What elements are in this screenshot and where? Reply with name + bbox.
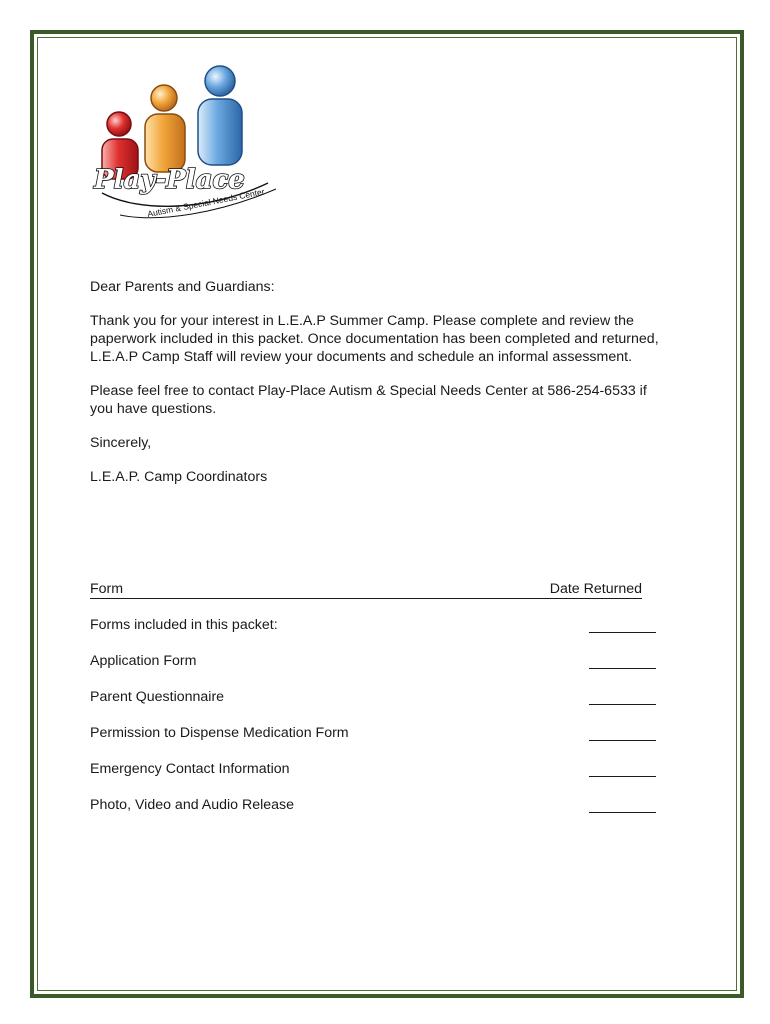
form-row-label: Parent Questionnaire: [90, 689, 225, 705]
form-row: [90, 616, 656, 652]
form-row: [90, 760, 656, 796]
intro-paragraph: Thank you for your interest in L.E.A.P Summer Camp. Please complete and review the paperwork included in this packet. Once documentation has been completed and returned, L.E.A.P Camp Staff will review your documents and schedule an informal assessment.: [90, 313, 659, 365]
form-table-header: [90, 580, 642, 599]
date-returned-blank[interactable]: [589, 812, 656, 813]
closing: Sincerely,: [90, 435, 152, 451]
date-returned-blank[interactable]: [589, 740, 656, 741]
logo-wordmark: Play-Place: [94, 165, 245, 195]
date-returned-blank[interactable]: [589, 704, 656, 705]
form-row-label: Emergency Contact Information: [90, 761, 290, 777]
date-returned-blank[interactable]: [589, 632, 656, 633]
play-place-logo: [90, 63, 280, 225]
form-list: [90, 616, 656, 832]
contact-paragraph: Please feel free to contact Play-Place Autism & Special Needs Center at 586-254-6533 if you have questions.: [90, 383, 647, 417]
logo-tagline: Autism & Special Needs Center: [146, 186, 266, 219]
date-returned-blank[interactable]: [589, 776, 656, 777]
figure-orange-icon: [145, 85, 185, 172]
form-row-label: Forms included in this packet:: [90, 617, 278, 633]
signature: L.E.A.P. Camp Coordinators: [90, 469, 268, 485]
salutation: Dear Parents and Guardians:: [90, 279, 275, 295]
form-row: [90, 652, 656, 688]
form-row-label: Application Form: [90, 653, 197, 669]
header-form: Form: [90, 581, 124, 597]
form-row: [90, 688, 656, 724]
figure-blue-icon: [198, 66, 242, 165]
date-returned-blank[interactable]: [589, 668, 656, 669]
header-date-returned: Date Returned: [549, 581, 642, 597]
form-row: [90, 796, 656, 832]
form-row-label: Permission to Dispense Medication Form: [90, 725, 349, 741]
form-row-label: Photo, Video and Audio Release: [90, 797, 295, 813]
letter-body: [90, 278, 670, 502]
form-row: [90, 724, 656, 760]
